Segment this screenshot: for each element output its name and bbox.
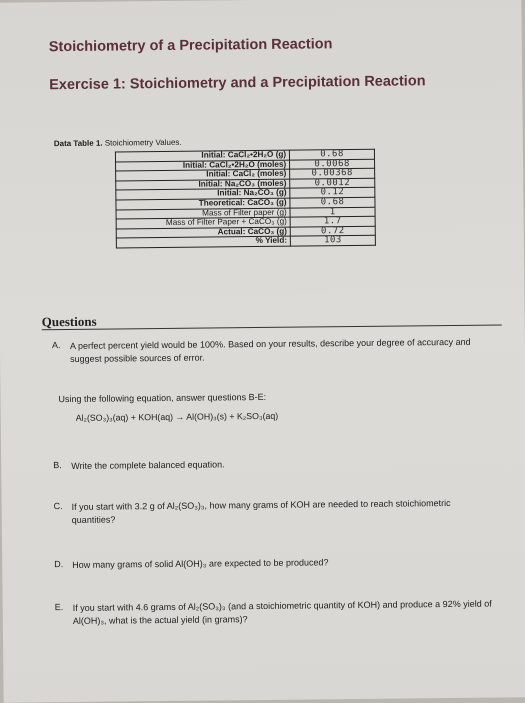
row-value: 0.12 [290, 188, 375, 198]
questions-heading: Questions [41, 313, 97, 330]
reaction-equation: Al₂(SO₃)₃(aq) + KOH(aq) → Al(OH)₃(s) + K₂SO₃(aq) [75, 410, 279, 423]
stoichiometry-data-table [115, 149, 376, 249]
row-value: 0.0068 [290, 159, 375, 169]
row-label: Actual: CaCO₃ (g) [116, 227, 290, 238]
row-label: Initial: CaCl₂•2H₂O (g) [115, 150, 289, 161]
row-value: 0.68 [290, 197, 375, 207]
row-label: Mass of Filter Paper + CaCO₃ (g) [116, 217, 290, 228]
row-value: 0.00368 [290, 168, 375, 178]
row-label: Theoretical: CaCO₃ (g) [116, 198, 290, 209]
row-value: 0.72 [290, 226, 375, 236]
questions-divider [42, 324, 502, 330]
row-value: 103 [291, 236, 376, 246]
row-label: Initial: Na₂CO₃ (moles) [116, 179, 290, 190]
question-a-text: A perfect percent yield would be 100%. Based on your results, describe your degree of accuracy and suggest possible sources of error. [69, 336, 471, 364]
row-label: % Yield: [116, 237, 290, 248]
table-row [116, 236, 375, 248]
row-label: Initial: CaCl₂ (moles) [116, 169, 290, 180]
instruction-text: Using the following equation, answer questions B-E: [58, 391, 267, 405]
question-d-letter: D. [54, 559, 64, 570]
row-label: Initial: CaCl₂•2H₂O (moles) [116, 160, 290, 171]
question-a-letter: A. [51, 340, 61, 351]
question-e-text: If you start with 4.6 grams of Al₂(SO₃)₃ (and a stoichiometric quantity of KOH) and produce a 92% yield of Al(OH)₃, what is the actual yield (in grams)? [72, 598, 492, 626]
question-c-letter: C. [53, 501, 63, 512]
data-table-caption-text: Stoichiometry Values. [104, 137, 182, 148]
page-title: Stoichiometry of a Precipitation Reaction [48, 36, 333, 56]
row-label: Initial: Na₂CO₃ (g) [116, 189, 290, 200]
exercise-title: Exercise 1: Stoichiometry and a Precipitation Reaction [49, 73, 426, 94]
question-e-letter: E. [54, 602, 64, 613]
question-b-letter: B. [53, 460, 62, 471]
row-value: 0.0012 [290, 178, 375, 188]
data-table-caption [54, 138, 182, 148]
question-b-text: Write the complete balanced equation. [71, 459, 225, 471]
question-d-text: How many grams of solid Al(OH)₃ are expected to be produced? [72, 557, 329, 570]
question-c-text: If you start with 3.2 g of Al₂(SO₃)₃, how many grams of KOH are needed to reach stoichiometric quantities? [71, 498, 451, 525]
row-value: 0.68 [290, 149, 375, 159]
row-label: Mass of Filter paper (g) [116, 208, 290, 219]
data-table-caption-number: Data Table 1. [53, 138, 103, 149]
row-value: 1 [290, 207, 375, 217]
row-value: 1.7 [290, 216, 375, 226]
